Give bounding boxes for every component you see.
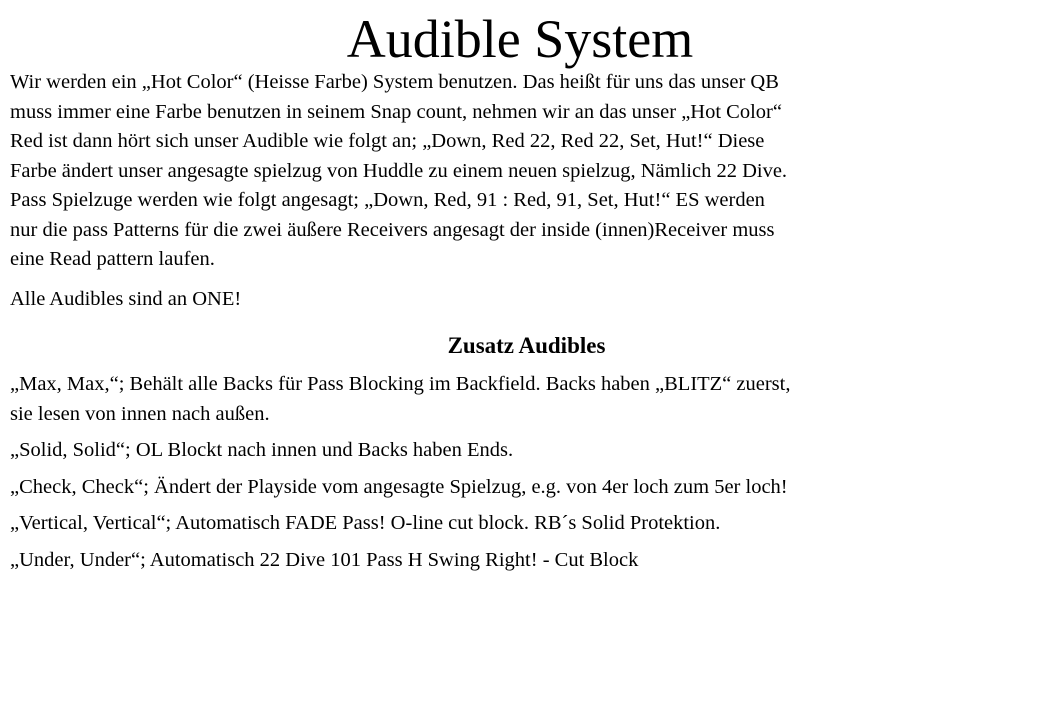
section-heading: Zusatz Audibles: [447, 333, 606, 358]
intro-line: Wir werden ein „Hot Color“ (Heisse Farbe) System benutzen. Das heißt für uns das unser QB: [10, 71, 779, 93]
slide-content: [10, 68, 1035, 582]
audibles-note: Alle Audibles sind an ONE!: [10, 287, 242, 310]
slide-title: Audible System: [346, 9, 694, 69]
audible-max-line: sie lesen von innen nach außen.: [10, 402, 270, 425]
intro-line: Pass Spielzuge werden wie folgt angesagt; „Down, Red, 91 : Red, 91, Set, Hut!“ ES werden: [10, 189, 765, 211]
intro-paragraph: [10, 68, 1035, 275]
intro-line: Red ist dann hört sich unser Audible wie folgt an; „Down, Red 22, Red 22, Set, Hut!“ Diese: [10, 130, 765, 152]
audible-max: [10, 370, 1035, 429]
audible-under: „Under, Under“; Automatisch 22 Dive 101 Pass H Swing Right! - Cut Block: [10, 548, 639, 571]
intro-line: muss immer eine Farbe benutzen in seinem Snap count, nehmen wir an das unser „Hot Color“: [10, 100, 782, 123]
audible-solid: „Solid, Solid“; OL Blockt nach innen und Backs haben Ends.: [10, 439, 514, 461]
audible-max-line: „Max, Max,“; Behält alle Backs für Pass Blocking im Backfield. Backs haben „BLITZ“ zuerst,: [10, 373, 791, 395]
intro-line: eine Read pattern laufen.: [10, 248, 215, 270]
intro-line: Farbe ändert unser angesagte spielzug von Huddle zu einem neuen spielzug, Nämlich 22 Dive.: [10, 159, 788, 182]
audible-check: „Check, Check“; Ändert der Playside vom angesagte Spielzug, e.g. von 4er loch zum 5er loch!: [10, 475, 788, 498]
intro-line: nur die pass Patterns für die zwei äußere Receivers angesagt der inside (innen)Receiver muss: [10, 218, 775, 241]
audible-vertical: „Vertical, Vertical“; Automatisch FADE Pass! O-line cut block. RB´s Solid Protektion.: [10, 512, 721, 534]
